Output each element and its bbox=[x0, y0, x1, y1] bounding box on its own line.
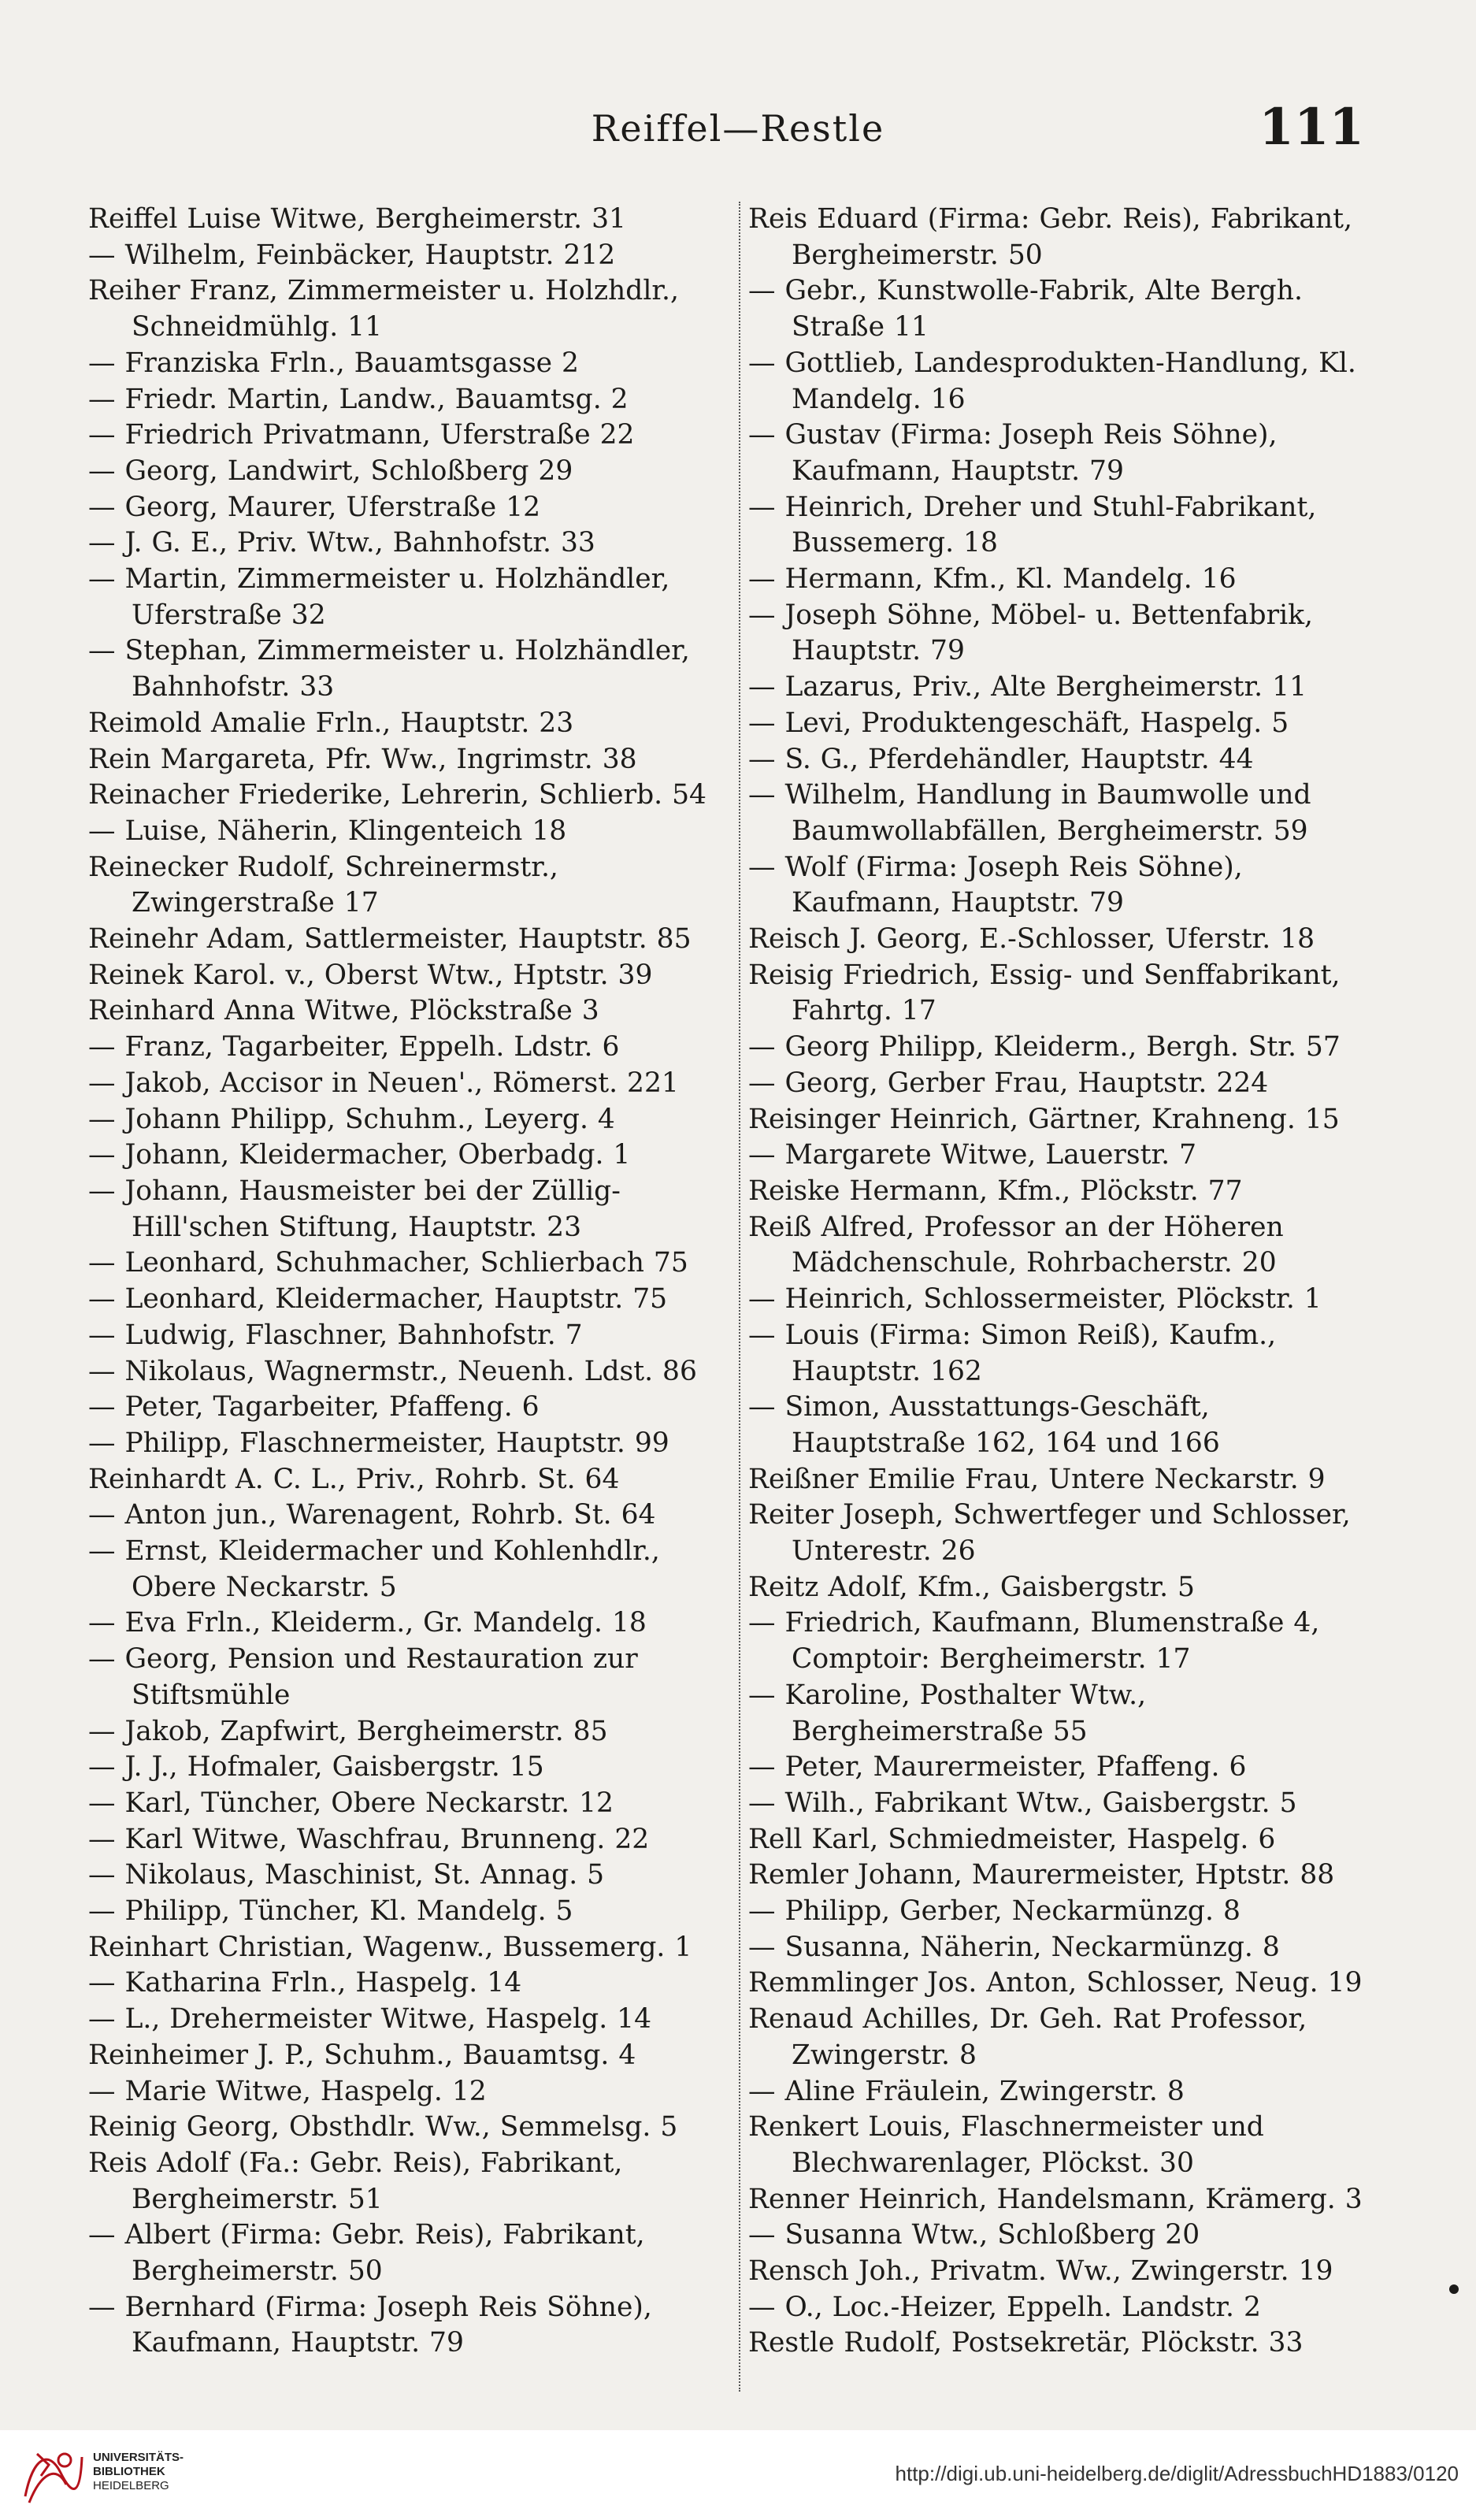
directory-entry: — Joseph Söhne, Möbel- u. Bettenfabrik, Hauptstr. 79 bbox=[748, 599, 1314, 667]
directory-entry: — Gottlieb, Landesprodukten-Handlung, Kl. Mandelg. 16 bbox=[748, 347, 1356, 415]
library-name bbox=[93, 2451, 184, 2493]
directory-entry: — Karoline, Posthalter Wtw., Bergheimerstraße 55 bbox=[748, 1679, 1147, 1747]
directory-entry: Restle Rudolf, Postsekretär, Plöckstr. 33 bbox=[748, 2327, 1304, 2359]
directory-entry: — Aline Fräulein, Zwingerstr. 8 bbox=[748, 2075, 1185, 2107]
directory-entry: — Ernst, Kleidermacher und Kohlenhdlr., Obere Neckarstr. 5 bbox=[88, 1535, 660, 1603]
left-column bbox=[88, 202, 734, 2362]
page-header bbox=[0, 93, 1476, 164]
directory-entry: Reinig Georg, Obsthdlr. Ww., Semmelsg. 5 bbox=[88, 2111, 678, 2143]
page-number: 111 bbox=[1259, 98, 1364, 157]
directory-entry: — Ludwig, Flaschner, Bahnhofstr. 7 bbox=[88, 1319, 583, 1351]
directory-entry: — Karl Witwe, Waschfrau, Brunneng. 22 bbox=[88, 1823, 650, 1855]
directory-entry: — Anton jun., Warenagent, Rohrb. St. 64 bbox=[88, 1499, 656, 1531]
directory-entry: Reinhard Anna Witwe, Plöckstraße 3 bbox=[88, 995, 599, 1027]
directory-entry: — Philipp, Gerber, Neckarmünzg. 8 bbox=[748, 1895, 1241, 1928]
directory-entry: — Johann, Hausmeister bei der Züllig-Hill'schen Stiftung, Hauptstr. 23 bbox=[88, 1175, 621, 1243]
directory-entry: — Martin, Zimmermeister u. Holzhändler, Uferstraße 32 bbox=[88, 563, 670, 631]
directory-entry: Reisch J. Georg, E.-Schlosser, Uferstr. 18 bbox=[748, 923, 1315, 956]
directory-entry: Reisinger Heinrich, Gärtner, Krahneng. 15 bbox=[748, 1103, 1340, 1135]
directory-entry: Reiske Hermann, Kfm., Plöckstr. 77 bbox=[748, 1175, 1243, 1207]
directory-entry: Rensch Joh., Privatm. Ww., Zwingerstr. 19 bbox=[748, 2255, 1333, 2288]
directory-entry: — Marie Witwe, Haspelg. 12 bbox=[88, 2075, 487, 2107]
directory-entry: — Hermann, Kfm., Kl. Mandelg. 16 bbox=[748, 563, 1237, 596]
directory-entry: — L., Drehermeister Witwe, Haspelg. 14 bbox=[88, 2003, 652, 2036]
directory-entry: — Nikolaus, Wagnermstr., Neuenh. Ldst. 86 bbox=[88, 1355, 697, 1387]
directory-entry: — Louis (Firma: Simon Reiß), Kaufm., Hauptstr. 162 bbox=[748, 1319, 1277, 1387]
footer-bar bbox=[0, 2430, 1476, 2520]
directory-entry: — Susanna, Näherin, Neckarmünzg. 8 bbox=[748, 1931, 1280, 1963]
margin-dot bbox=[1449, 2284, 1459, 2294]
running-head: Reiffel—Restle bbox=[591, 107, 885, 150]
directory-entry: — Georg Philipp, Kleiderm., Bergh. Str. 57 bbox=[748, 1031, 1341, 1063]
directory-entry: Reinecker Rudolf, Schreinermstr., Zwingerstraße 17 bbox=[88, 851, 558, 919]
directory-entry: Remler Johann, Maurermeister, Hptstr. 88 bbox=[748, 1859, 1335, 1891]
directory-entry: — Peter, Maurermeister, Pfaffeng. 6 bbox=[748, 1751, 1247, 1783]
directory-entry: — Wilh., Fabrikant Wtw., Gaisbergstr. 5 bbox=[748, 1787, 1297, 1819]
right-column bbox=[748, 202, 1378, 2362]
directory-entry: Reiter Joseph, Schwertfeger und Schlosser, Unterestr. 26 bbox=[748, 1499, 1351, 1568]
directory-entry: — Franz, Tagarbeiter, Eppelh. Ldstr. 6 bbox=[88, 1031, 620, 1063]
directory-entry: Reiffel Luise Witwe, Bergheimerstr. 31 bbox=[88, 203, 626, 235]
directory-entry: Reinheimer J. P., Schuhm., Bauamtsg. 4 bbox=[88, 2039, 636, 2071]
library-name-line: BIBLIOTHEK bbox=[93, 2465, 165, 2478]
directory-entry: Rell Karl, Schmiedmeister, Haspelg. 6 bbox=[748, 1823, 1276, 1855]
library-name-line: HEIDELBERG bbox=[93, 2479, 169, 2492]
directory-entry: — Franziska Frln., Bauamtsgasse 2 bbox=[88, 347, 580, 379]
directory-entry: — Georg, Pension und Restauration zur Stiftsmühle bbox=[88, 1643, 638, 1711]
directory-entry: — Gebr., Kunstwolle-Fabrik, Alte Bergh. Straße 11 bbox=[748, 275, 1303, 343]
library-name-line: UNIVERSITÄTS- bbox=[93, 2451, 184, 2464]
directory-entry: Renkert Louis, Flaschnermeister und Blechwarenlager, Plöckst. 30 bbox=[748, 2111, 1264, 2179]
column-divider bbox=[739, 202, 740, 2392]
directory-entry: — Susanna Wtw., Schloßberg 20 bbox=[748, 2219, 1200, 2251]
directory-entry: — Peter, Tagarbeiter, Pfaffeng. 6 bbox=[88, 1391, 540, 1423]
directory-entry: — J. G. E., Priv. Wtw., Bahnhofstr. 33 bbox=[88, 527, 595, 559]
directory-entry: — J. J., Hofmaler, Gaisbergstr. 15 bbox=[88, 1751, 544, 1783]
directory-entry: Reiher Franz, Zimmermeister u. Holzhdlr., Schneidmühlg. 11 bbox=[88, 275, 679, 343]
directory-entry: — Leonhard, Schuhmacher, Schlierbach 75 bbox=[88, 1247, 688, 1279]
directory-entry: — Simon, Ausstattungs-Geschäft, Hauptstraße 162, 164 und 166 bbox=[748, 1391, 1220, 1459]
directory-entry: Reis Eduard (Firma: Gebr. Reis), Fabrikant, Bergheimerstr. 50 bbox=[748, 203, 1353, 271]
directory-entry: — Wilhelm, Feinbäcker, Hauptstr. 212 bbox=[88, 239, 616, 271]
university-library-logo-icon bbox=[17, 2441, 88, 2509]
directory-entry: — Philipp, Flaschnermeister, Hauptstr. 99 bbox=[88, 1427, 669, 1459]
directory-entry: — Philipp, Tüncher, Kl. Mandelg. 5 bbox=[88, 1895, 573, 1928]
directory-entry: — Heinrich, Dreher und Stuhl-Fabrikant, Bussemerg. 18 bbox=[748, 491, 1317, 559]
directory-entry: Remmlinger Jos. Anton, Schlosser, Neug. 19 bbox=[748, 1967, 1363, 1999]
directory-entry: Reisig Friedrich, Essig- und Senffabrikant, Fahrtg. 17 bbox=[748, 959, 1341, 1027]
directory-entry: — Georg, Maurer, Uferstraße 12 bbox=[88, 491, 541, 523]
directory-entry: — Wilhelm, Handlung in Baumwolle und Baumwollabfällen, Bergheimerstr. 59 bbox=[748, 779, 1311, 847]
directory-entry: — Wolf (Firma: Joseph Reis Söhne), Kaufmann, Hauptstr. 79 bbox=[748, 851, 1243, 919]
directory-entry: — Georg, Landwirt, Schloßberg 29 bbox=[88, 455, 573, 487]
directory-entry: — O., Loc.-Heizer, Eppelh. Landstr. 2 bbox=[748, 2291, 1261, 2323]
directory-entry: — Georg, Gerber Frau, Hauptstr. 224 bbox=[748, 1067, 1269, 1099]
directory-entry: — Nikolaus, Maschinist, St. Annag. 5 bbox=[88, 1859, 605, 1891]
directory-entry: — Margarete Witwe, Lauerstr. 7 bbox=[748, 1139, 1197, 1171]
directory-entry: Reißner Emilie Frau, Untere Neckarstr. 9 bbox=[748, 1463, 1326, 1495]
directory-entry: — Leonhard, Kleidermacher, Hauptstr. 75 bbox=[88, 1283, 668, 1316]
directory-entry: Reis Adolf (Fa.: Gebr. Reis), Fabrikant, Bergheimerstr. 51 bbox=[88, 2147, 623, 2215]
directory-entry: — Lazarus, Priv., Alte Bergheimerstr. 11 bbox=[748, 671, 1307, 703]
directory-entry: — Stephan, Zimmermeister u. Holzhändler, Bahnhofstr. 33 bbox=[88, 635, 690, 703]
directory-entry: — Heinrich, Schlossermeister, Plöckstr. 1 bbox=[748, 1283, 1322, 1316]
source-url-link[interactable]: http://digi.ub.uni-heidelberg.de/diglit/AdressbuchHD1883/0120 bbox=[895, 2462, 1459, 2485]
directory-entry: — Luise, Näherin, Klingenteich 18 bbox=[88, 815, 567, 847]
directory-entry: Reiß Alfred, Professor an der Höheren Mädchenschule, Rohrbacherstr. 20 bbox=[748, 1211, 1284, 1279]
directory-entry: — Friedrich Privatmann, Uferstraße 22 bbox=[88, 419, 635, 451]
directory-entry: — Friedrich, Kaufmann, Blumenstraße 4, Comptoir: Bergheimerstr. 17 bbox=[748, 1607, 1320, 1676]
directory-entry: Rein Margareta, Pfr. Ww., Ingrimstr. 38 bbox=[88, 743, 637, 775]
directory-entry: Reitz Adolf, Kfm., Gaisbergstr. 5 bbox=[748, 1571, 1195, 1603]
directory-entry: Reinacher Friederike, Lehrerin, Schlierb. 54 bbox=[88, 779, 707, 811]
directory-entry: Reinehr Adam, Sattlermeister, Hauptstr. 85 bbox=[88, 923, 692, 956]
directory-entry: — Friedr. Martin, Landw., Bauamtsg. 2 bbox=[88, 383, 629, 415]
directory-entry: — Katharina Frln., Haspelg. 14 bbox=[88, 1967, 522, 1999]
directory-entry: — Johann Philipp, Schuhm., Leyerg. 4 bbox=[88, 1103, 615, 1135]
directory-entry: Reinhart Christian, Wagenw., Bussemerg. 1 bbox=[88, 1931, 692, 1963]
directory-entry: — Jakob, Accisor in Neuen'., Römerst. 221 bbox=[88, 1067, 679, 1099]
directory-entry: — Jakob, Zapfwirt, Bergheimerstr. 85 bbox=[88, 1715, 608, 1747]
directory-entry: Renaud Achilles, Dr. Geh. Rat Professor, Zwingerstr. 8 bbox=[748, 2003, 1307, 2071]
directory-entry: — Gustav (Firma: Joseph Reis Söhne), Kaufmann, Hauptstr. 79 bbox=[748, 419, 1278, 487]
directory-entry: Reimold Amalie Frln., Hauptstr. 23 bbox=[88, 707, 574, 739]
directory-entry: Renner Heinrich, Handelsmann, Krämerg. 3 bbox=[748, 2183, 1363, 2215]
directory-entry: Reinek Karol. v., Oberst Wtw., Hptstr. 39 bbox=[88, 959, 653, 991]
directory-entry: — Eva Frln., Kleiderm., Gr. Mandelg. 18 bbox=[88, 1607, 647, 1639]
directory-entry: — Karl, Tüncher, Obere Neckarstr. 12 bbox=[88, 1787, 614, 1819]
directory-entry: — Bernhard (Firma: Joseph Reis Söhne), Kaufmann, Hauptstr. 79 bbox=[88, 2291, 652, 2359]
directory-entry: Reinhardt A. C. L., Priv., Rohrb. St. 64 bbox=[88, 1463, 620, 1495]
directory-entry: — Johann, Kleidermacher, Oberbadg. 1 bbox=[88, 1139, 631, 1171]
directory-entry: — S. G., Pferdehändler, Hauptstr. 44 bbox=[748, 743, 1254, 775]
directory-entry: — Levi, Produktengeschäft, Haspelg. 5 bbox=[748, 707, 1289, 739]
directory-entry: — Albert (Firma: Gebr. Reis), Fabrikant, Bergheimerstr. 50 bbox=[88, 2219, 645, 2288]
